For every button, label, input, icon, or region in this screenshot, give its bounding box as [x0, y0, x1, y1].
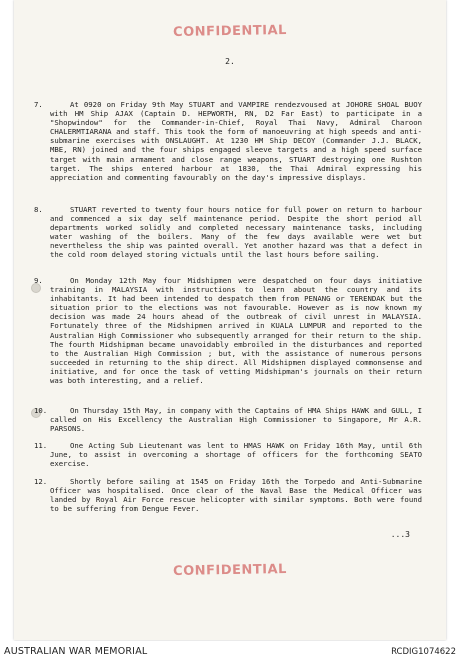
paragraph-11: [34, 441, 422, 468]
paragraph-number: 7.: [34, 100, 43, 109]
paragraph-10: [34, 406, 422, 433]
document-page: [14, 0, 446, 640]
paragraph-number: 11.: [34, 441, 48, 450]
paragraph-text: Shortly before sailing at 1545 on Friday 16th the Torpedo and Anti-Submarine Officer was hospitalised. Once clear of the Naval Base the Medical Officer was landed by Royal Air Force rescue helicopter with similar symptoms. Both were found to be suffering from Dengue Fever.: [50, 477, 422, 514]
paragraph-7: [34, 100, 422, 182]
paragraph-8: [34, 205, 422, 260]
archive-footer: [0, 641, 460, 666]
paragraph-text: STUART reverted to twenty four hours notice for full power on return to harbour and commenced a six day self maintenance period. Despite the short period all departments worked solidly and completed necessary maintenance tasks, including water washing of the boilers. Many of the few days available were wet but nevertheless the ship was painted overall. Yet another hazard was that a defect in the cold room delayed storing victuals until the last hours before sailing.: [50, 205, 422, 260]
paragraph-9: [34, 276, 422, 385]
record-id: RCDIG1074622: [391, 647, 456, 657]
paragraph-text: At 0920 on Friday 9th May STUART and VAMPIRE rendezvoused at JOHORE SHOAL BUOY with HM Ship AJAX (Captain D. HEPWORTH, RN, D2 Far East) to participate in a "Shopwindow" for the Commander-in-Chief, Royal Thai Navy, Admiral Charoon CHALERMTIARANA and staff. This took the form of manoeuvring at high speeds and anti-submarine exercises with ONSLAUGHT. At 1230 HM Ship DECOY (Commander J.J. BLACK, MBE, RN) joined and the four ships engaged sleeve targets and a high speed surface target with main armament and close range weapons, STUART destroying one Rushton target. The ships entered harbour at 1830, the Thai Admiral expressing his appreciation and commenting favourably on the day's impressive displays.: [50, 100, 422, 182]
paragraph-number: 12.: [34, 477, 48, 486]
paragraph-number: 8.: [34, 205, 43, 214]
paragraph-12: [34, 477, 422, 513]
paragraph-number: 10.: [34, 406, 48, 415]
confidential-stamp-bottom: CONFIDENTIAL: [172, 562, 288, 579]
continuation-marker: ...3: [390, 530, 410, 539]
paragraph-text: On Thursday 15th May, in company with the Captains of HMA Ships HAWK and GULL, I called on His Excellency the Australian High Commissioner to Singapore, Mr A.R. PARSONS.: [50, 406, 422, 434]
confidential-stamp-top: CONFIDENTIAL: [172, 23, 288, 40]
page-number: 2.: [225, 57, 235, 66]
paragraph-text: On Monday 12th May four Midshipmen were despatched on four days initiative training in MALAYSIA with instructions to learn about the country and its inhabitants. It had been intended to despatch them from PENANG or TERENDAK but the situation prior to the elections was not favourable. However as is now known my decision was made 24 hours ahead of the outbreak of civil unrest in MALAYSIA. Fortunately three of the Midshipmen arrived in KUALA LUMPUR and reported to the Australian High Commissioner who subsequently arranged for their return to the ship. The fourth Midshipman became unavoidably embroiled in the disturbances and reported to the Australian High Commission ; but, with the assistance of numerous persons succeeded in returning to the ship direct. All Midshipmen displayed commonsense and initiative, and for once the task of vetting Midshipman's journals on their return was both interesting, and a relief.: [50, 276, 422, 386]
archive-name: AUSTRALIAN WAR MEMORIAL: [4, 646, 148, 657]
paragraph-number: 9.: [34, 276, 43, 285]
paragraph-text: One Acting Sub Lieutenant was lent to HMAS HAWK on Friday 16th May, until 6th June, to assist in overcoming a shortage of officers for the forthcoming SEATO exercise.: [50, 441, 422, 469]
